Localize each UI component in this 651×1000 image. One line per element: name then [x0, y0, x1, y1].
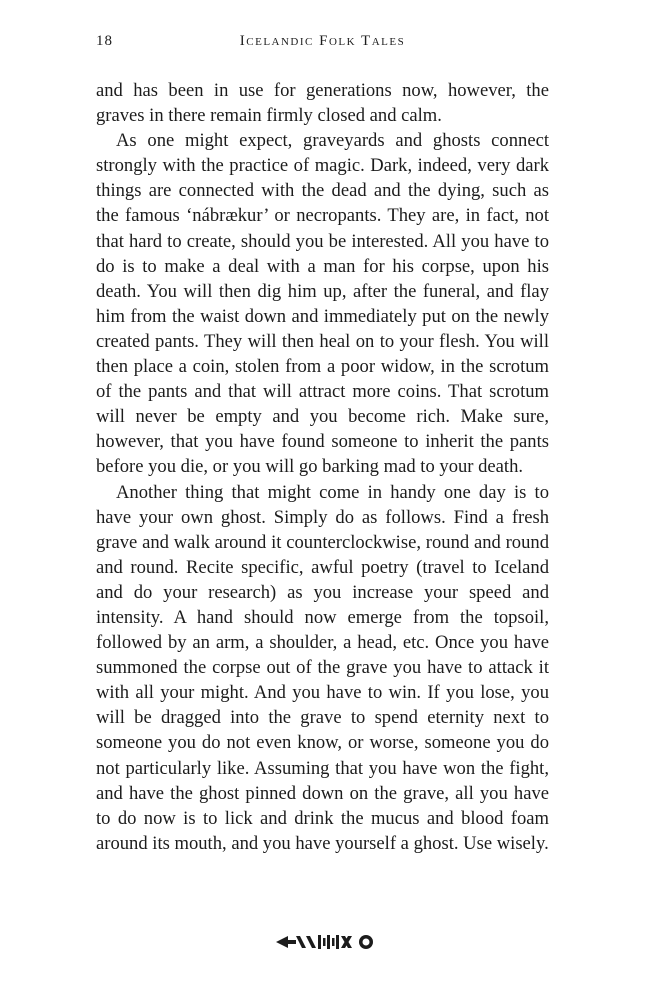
footer-ornament [0, 933, 651, 956]
paragraph-ghost: Another thing that might come in handy one day is to have your own ghost. Simply do as follows. Find a fresh grave and walk around it counterclockwise, round and round and round. Recite specific, awful poetry (travel to Iceland and do your research) as you increase your speed and intensity. A hand should now emerge from the topsoil, followed by an arm, a shoulder, a head, etc. Once you have summoned the corpse out of the grave you have to attack it with all your might. And you have to win. If you lose, you will be dragged into the grave to spend eternity next to someone you do not even know, or worse, someone you do not particularly like. Assuming that you have won the fight, and have the ghost pinned down on the grave, all you have to do now is to lick and drink the mucus and blood foam around its mouth, and you have yourself a ghost. Use wisely. [96, 481, 549, 854]
running-head [96, 33, 549, 55]
paragraph-continuation: and has been in use for generations now, however, the graves in there remain firmly closed and calm. [96, 80, 549, 127]
runic-ornament-icon [274, 933, 378, 951]
book-title: Icelandic Folk Tales [239, 33, 406, 49]
page-number: 18 [96, 33, 113, 49]
paragraph-necropants: As one might expect, graveyards and ghosts connect strongly with the practice of magic. Dark, indeed, very dark things are connected with the dead and the dying, such as the famous ‘nábrækur’ or necropants. They are, in fact, not that hard to create, should you be interested. All you have to do is to make a deal with a man for his corpse, upon his death. You will then dig him up, after the funeral, and flay him from the waist down and immediately put on the newly created pants. They will then heal on to your flesh. You will then place a coin, stolen from a poor widow, in the scrotum of the pants and that will attract more coins. That scrotum will never be empty and you become rich. Make sure, however, that you have found someone to inherit the pants before you die, or you will go barking mad to your death. [96, 130, 549, 478]
body-text [96, 78, 549, 856]
